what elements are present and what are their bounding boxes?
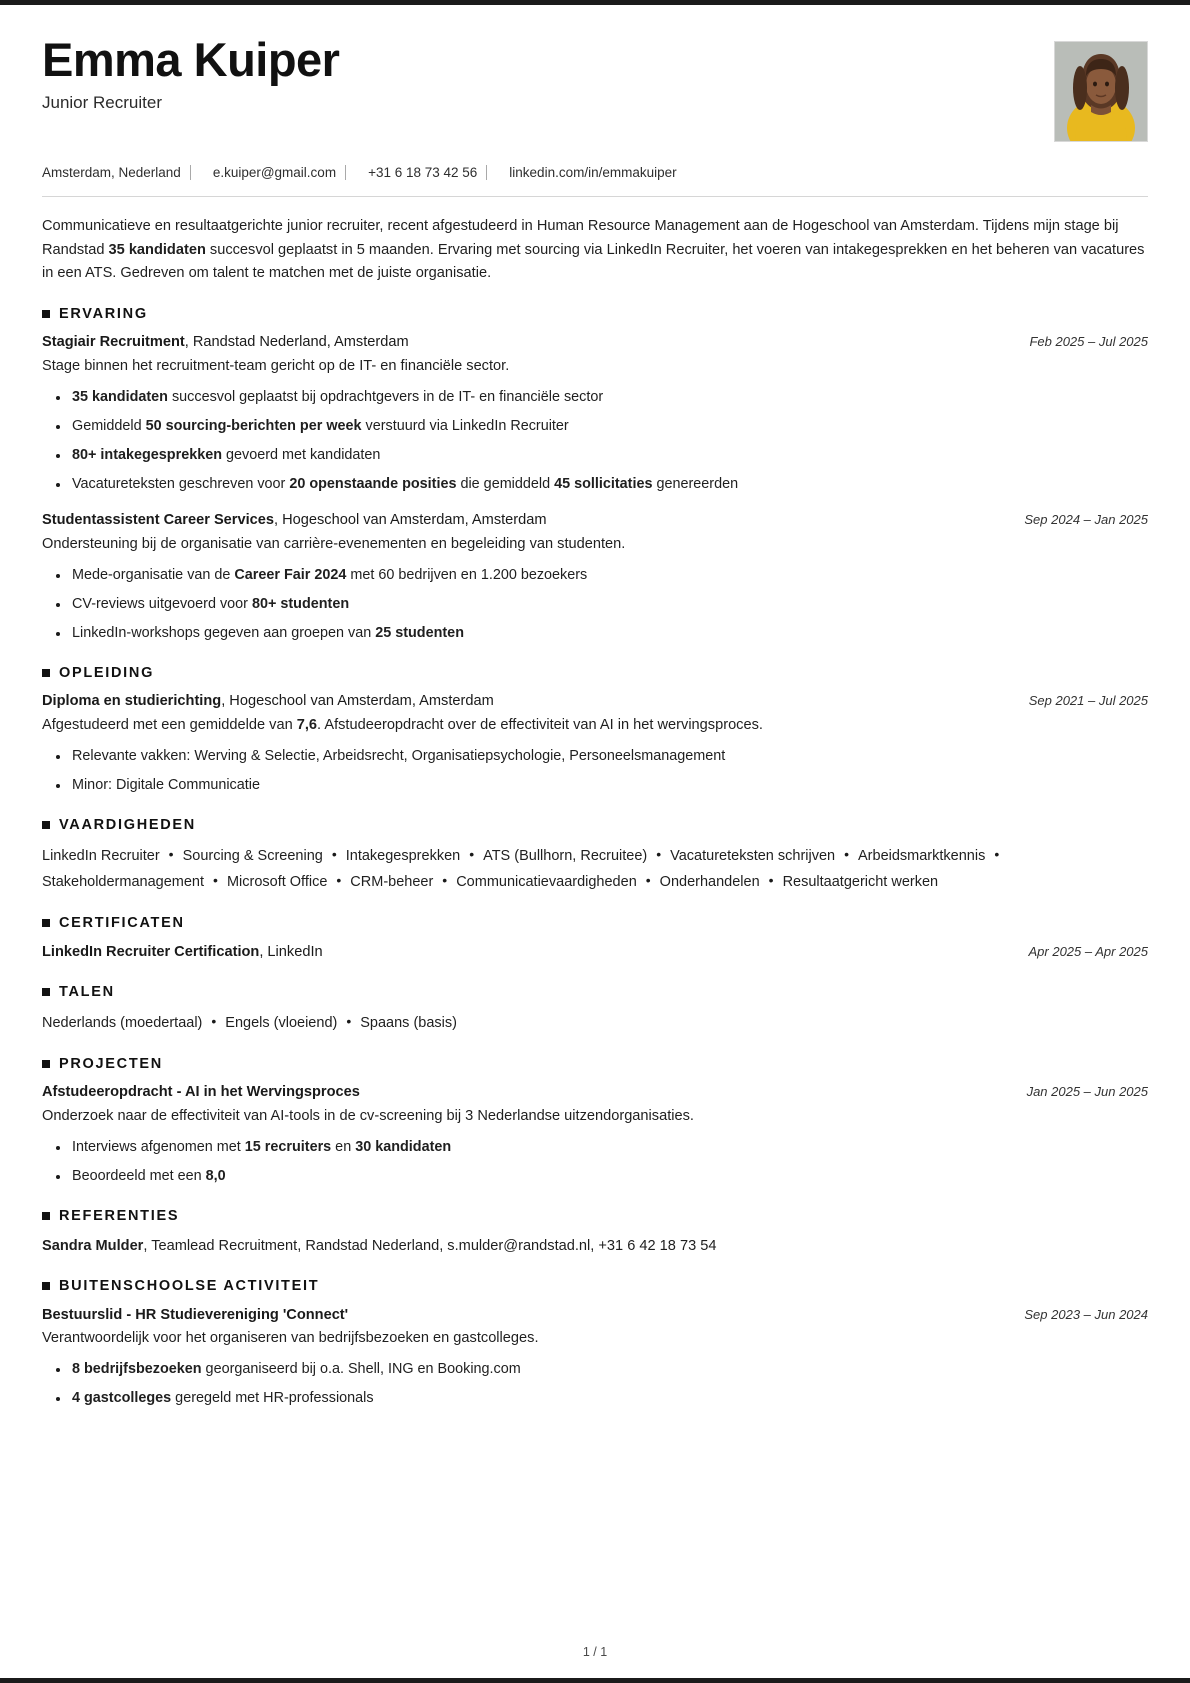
bullet-emphasis: Career Fair 2024 bbox=[234, 566, 347, 583]
dot-separator-icon: • bbox=[211, 1013, 217, 1030]
list-item bbox=[72, 1388, 1148, 1410]
list-item bbox=[72, 474, 1148, 496]
entry-title bbox=[42, 1305, 1006, 1327]
bullet-emphasis: 4 gastcolleges bbox=[72, 1390, 172, 1407]
bullet-emphasis: 8 bedrijfsbezoeken bbox=[72, 1361, 202, 1378]
dot-separator-icon: • bbox=[336, 872, 342, 889]
list-item: Onderhandelen bbox=[659, 874, 760, 891]
bullet-text: Relevante vakken: Werving & Selectie, Arbeidsrecht, Organisatiepsychologie, Personeelsmanagement bbox=[72, 747, 726, 764]
square-bullet-icon bbox=[42, 669, 50, 677]
list-item: ATS (Bullhorn, Recruitee) bbox=[483, 848, 648, 865]
list-item bbox=[72, 416, 1148, 438]
page-title: Emma Kuiper bbox=[42, 33, 340, 86]
contact-separator bbox=[486, 165, 487, 180]
reference-emphasis: Sandra Mulder bbox=[42, 1237, 144, 1254]
section-title-opleiding: OPLEIDING bbox=[59, 664, 155, 681]
section-header-opleiding bbox=[42, 666, 1148, 681]
section-title-ervaring: ERVARING bbox=[59, 305, 148, 322]
entry bbox=[42, 332, 1148, 496]
section-title-certificaten: CERTIFICATEN bbox=[59, 915, 185, 932]
bullet-text: Interviews afgenomen met bbox=[72, 1139, 245, 1156]
bullet-text: Mede-organisatie van de bbox=[72, 566, 235, 583]
contact-linkedin[interactable]: linkedin.com/in/emmakuiper bbox=[509, 165, 677, 180]
entry-title bbox=[42, 942, 1011, 964]
section-header-vaardigheden bbox=[42, 818, 1148, 833]
entry bbox=[42, 1305, 1148, 1411]
entry-title bbox=[42, 691, 1011, 713]
list-item bbox=[72, 387, 1148, 409]
bullet-emphasis: 8,0 bbox=[205, 1168, 226, 1185]
entry-description: Verantwoordelijk voor het organiseren van bedrijfsbezoeken en gastcolleges. bbox=[42, 1330, 539, 1347]
entry-date: Jan 2025 – Jun 2025 bbox=[1026, 1084, 1148, 1100]
contact-email[interactable]: e.kuiper@gmail.com bbox=[212, 165, 337, 180]
entry-organisation: , Hogeschool van Amsterdam, Amsterdam bbox=[221, 693, 494, 710]
bullet-emphasis: 45 sollicitaties bbox=[554, 476, 653, 493]
list-item: Engels (vloeiend) bbox=[225, 1015, 338, 1032]
square-bullet-icon bbox=[42, 821, 50, 829]
list-item: LinkedIn Recruiter bbox=[42, 848, 160, 865]
entry-date: Sep 2021 – Jul 2025 bbox=[1028, 693, 1148, 709]
entry-description-text: . Afstudeeropdracht over de effectiviteit van AI in het wervingsproces. bbox=[317, 716, 763, 733]
list-item: Arbeidsmarktkennis bbox=[858, 848, 986, 865]
section-buitenschoolse-activiteit bbox=[42, 1279, 1148, 1410]
section-opleiding bbox=[42, 666, 1148, 797]
bullet-text: succesvol geplaatst bij opdrachtgevers in de IT- en financiële sector bbox=[167, 389, 604, 406]
profile-summary bbox=[42, 215, 1148, 286]
entry-header bbox=[42, 942, 1148, 964]
contact-bar bbox=[42, 165, 1148, 180]
list-item bbox=[72, 594, 1148, 616]
entry-description: Stage binnen het recruitment-team gericht op de IT- en financiële sector. bbox=[42, 358, 510, 375]
section-header-buitenschoolse-activiteit bbox=[42, 1279, 1148, 1294]
square-bullet-icon bbox=[42, 310, 50, 318]
section-header-referenties bbox=[42, 1209, 1148, 1224]
entry-title bbox=[42, 510, 1006, 532]
bullet-text: Minor: Digitale Communicatie bbox=[72, 776, 260, 793]
entry bbox=[42, 691, 1148, 797]
section-certificaten bbox=[42, 916, 1148, 963]
section-title-projecten: PROJECTEN bbox=[59, 1055, 163, 1072]
square-bullet-icon bbox=[42, 1282, 50, 1290]
dot-separator-icon: • bbox=[645, 872, 651, 889]
list-item: Intakegesprekken bbox=[345, 848, 461, 865]
header-divider bbox=[42, 196, 1148, 197]
entry-header bbox=[42, 332, 1148, 354]
summary-text: succesvol geplaatst in 5 maanden. Ervaring met sourcing via LinkedIn Recruiter, het voeren van intakegesprekken en het beheren van vacatures in een ATS. Gedreven om talent te matchen met de juiste organisatie. bbox=[42, 241, 1145, 282]
bullet-text: LinkedIn-workshops gegeven aan groepen van bbox=[72, 624, 376, 641]
list-item: Communicatievaardigheden bbox=[456, 874, 637, 891]
entry-title bbox=[42, 332, 1011, 354]
entry-bullet-list bbox=[42, 387, 1148, 496]
dot-separator-icon: • bbox=[994, 846, 1000, 863]
entry-bullet-list bbox=[42, 746, 1148, 797]
page-indicator: 1 / 1 bbox=[582, 1645, 608, 1659]
entry-role: Afstudeeropdracht - AI in het Wervingsproces bbox=[42, 1084, 360, 1101]
resume-header bbox=[42, 5, 1148, 142]
list-item bbox=[72, 746, 1148, 768]
bullet-text: Beoordeeld met een bbox=[72, 1168, 206, 1185]
section-header-ervaring bbox=[42, 307, 1148, 322]
entry-title bbox=[42, 1082, 1009, 1104]
bullet-emphasis: 50 sourcing-berichten per week bbox=[145, 418, 362, 435]
list-item bbox=[72, 775, 1148, 797]
square-bullet-icon bbox=[42, 919, 50, 927]
entry-role: Stagiair Recruitment bbox=[42, 334, 185, 351]
bullet-text: genereerden bbox=[652, 476, 739, 493]
section-vaardigheden bbox=[42, 818, 1148, 895]
bullet-text: met 60 bedrijven en 1.200 bezoekers bbox=[346, 566, 588, 583]
page-bottom-border bbox=[0, 1678, 1190, 1683]
bullet-text: die gemiddeld bbox=[456, 476, 555, 493]
resume-content bbox=[42, 5, 1148, 1678]
section-title-vaardigheden: VAARDIGHEDEN bbox=[59, 816, 196, 833]
inline-list-vaardigheden bbox=[42, 843, 1148, 895]
avatar bbox=[1054, 41, 1148, 142]
dot-separator-icon: • bbox=[331, 846, 337, 863]
list-item bbox=[72, 1166, 1148, 1188]
reference-line bbox=[42, 1235, 1148, 1258]
section-header-certificaten bbox=[42, 916, 1148, 931]
bullet-text: geregeld met HR-professionals bbox=[171, 1390, 374, 1407]
entry-bullet-list bbox=[42, 1359, 1148, 1410]
dot-separator-icon: • bbox=[469, 846, 475, 863]
entry-description: Ondersteuning bij de organisatie van carrière-evenementen en begeleiding van studenten. bbox=[42, 535, 626, 552]
bullet-emphasis: 15 recruiters bbox=[244, 1139, 332, 1156]
entry-description bbox=[42, 714, 1148, 737]
bullet-text: CV-reviews uitgevoerd voor bbox=[72, 595, 252, 612]
section-header-projecten bbox=[42, 1057, 1148, 1072]
entry bbox=[42, 1082, 1148, 1188]
resume-sections bbox=[42, 307, 1148, 1410]
square-bullet-icon bbox=[42, 1060, 50, 1068]
entry-header bbox=[42, 691, 1148, 713]
bullet-emphasis: 80+ studenten bbox=[251, 595, 350, 612]
dot-separator-icon: • bbox=[442, 872, 448, 889]
entry-role: LinkedIn Recruiter Certification bbox=[42, 943, 260, 960]
section-ervaring bbox=[42, 307, 1148, 645]
bullet-text: verstuurd via LinkedIn Recruiter bbox=[361, 418, 569, 435]
entry-header bbox=[42, 1082, 1148, 1104]
list-item bbox=[72, 565, 1148, 587]
entry-description-emphasis: 7,6 bbox=[296, 716, 318, 733]
bullet-text: georganiseerd bij o.a. Shell, ING en Booking.com bbox=[201, 1361, 521, 1378]
entry-bullet-list bbox=[42, 565, 1148, 645]
job-title: Junior Recruiter bbox=[42, 93, 162, 113]
dot-separator-icon: • bbox=[213, 872, 218, 889]
summary-emphasis: 35 kandidaten bbox=[108, 241, 206, 258]
header-text-block bbox=[42, 35, 1054, 114]
contact-location: Amsterdam, Nederland bbox=[42, 165, 181, 180]
entry-date: Apr 2025 – Apr 2025 bbox=[1028, 943, 1148, 959]
square-bullet-icon bbox=[42, 988, 50, 996]
section-projecten bbox=[42, 1057, 1148, 1188]
entry-organisation: , Hogeschool van Amsterdam, Amsterdam bbox=[274, 511, 547, 528]
entry-organisation: , Randstad Nederland, Amsterdam bbox=[184, 334, 409, 351]
list-item: CRM-beheer bbox=[350, 874, 434, 891]
dot-separator-icon: • bbox=[346, 1013, 352, 1030]
entry-date: Feb 2025 – Jul 2025 bbox=[1029, 334, 1148, 350]
entry-header bbox=[42, 510, 1148, 532]
list-item: Spaans (basis) bbox=[360, 1015, 457, 1032]
entry-date: Sep 2024 – Jan 2025 bbox=[1024, 511, 1148, 527]
bullet-emphasis: 20 openstaande posities bbox=[289, 476, 457, 493]
bullet-text: en bbox=[331, 1139, 356, 1156]
section-title-talen: TALEN bbox=[59, 983, 115, 1000]
section-header-talen bbox=[42, 985, 1148, 1000]
list-item: Sourcing & Screening bbox=[182, 848, 323, 865]
entry-header bbox=[42, 1305, 1148, 1327]
portrait-photo-icon bbox=[1055, 42, 1147, 141]
section-referenties bbox=[42, 1209, 1148, 1258]
list-item bbox=[72, 1137, 1148, 1159]
bullet-emphasis: 80+ intakegesprekken bbox=[72, 447, 222, 464]
entry bbox=[42, 942, 1148, 964]
entry-organisation: , LinkedIn bbox=[259, 943, 323, 960]
summary-text: Communicatieve en resultaatgerichte junior recruiter, recent afgestudeerd in Human Resource Management aan de Hogeschool van Amsterdam. Tijdens mijn stage bij Randstad bbox=[42, 218, 1119, 258]
entry-description-text: Afgestudeerd met een gemiddelde van bbox=[42, 716, 297, 733]
list-item: Microsoft Office bbox=[226, 874, 328, 891]
dot-separator-icon: • bbox=[768, 872, 774, 889]
entry-description: Onderzoek naar de effectiviteit van AI-tools in de cv-screening bij 3 Nederlandse uitzendorganisaties. bbox=[42, 1108, 694, 1125]
dot-separator-icon: • bbox=[656, 846, 662, 863]
section-talen bbox=[42, 985, 1148, 1036]
list-item: Nederlands (moedertaal) bbox=[42, 1015, 203, 1032]
contact-separator bbox=[345, 165, 346, 180]
list-item: Resultaatgericht werken bbox=[782, 874, 939, 891]
square-bullet-icon bbox=[42, 1212, 50, 1220]
entry-role: Diploma en studierichting bbox=[42, 693, 222, 710]
entry-role: Studentassistent Career Services bbox=[42, 511, 274, 528]
reference-text: , Teamlead Recruitment, Randstad Nederland, s.mulder@randstad.nl, +31 6 42 18 73 54 bbox=[143, 1237, 717, 1254]
contact-phone[interactable]: +31 6 18 73 42 56 bbox=[368, 165, 478, 180]
bullet-emphasis: 25 studenten bbox=[375, 624, 464, 641]
section-title-buitenschoolse-activiteit: BUITENSCHOOLSE ACTIVITEIT bbox=[59, 1278, 320, 1295]
contact-separator bbox=[190, 165, 191, 180]
entry-bullet-list bbox=[42, 1137, 1148, 1188]
bullet-text: gevoerd met kandidaten bbox=[222, 447, 381, 464]
list-item bbox=[72, 1359, 1148, 1381]
bullet-emphasis: 30 kandidaten bbox=[355, 1139, 452, 1156]
list-item: Vacatureteksten schrijven bbox=[670, 848, 836, 865]
list-item bbox=[72, 623, 1148, 645]
dot-separator-icon: • bbox=[168, 846, 174, 863]
list-item bbox=[72, 445, 1148, 467]
entry-role: Bestuurslid - HR Studievereniging 'Connect' bbox=[42, 1306, 349, 1323]
bullet-text: Vacatureteksten geschreven voor bbox=[72, 476, 290, 493]
list-item: Stakeholdermanagement bbox=[42, 874, 205, 891]
bullet-text: Gemiddeld bbox=[72, 418, 146, 435]
inline-list-talen bbox=[42, 1010, 1148, 1036]
entry-date: Sep 2023 – Jun 2024 bbox=[1024, 1306, 1148, 1322]
dot-separator-icon: • bbox=[844, 846, 849, 863]
entry bbox=[42, 510, 1148, 645]
section-title-referenties: REFERENTIES bbox=[59, 1208, 180, 1225]
bullet-emphasis: 35 kandidaten bbox=[72, 389, 168, 406]
